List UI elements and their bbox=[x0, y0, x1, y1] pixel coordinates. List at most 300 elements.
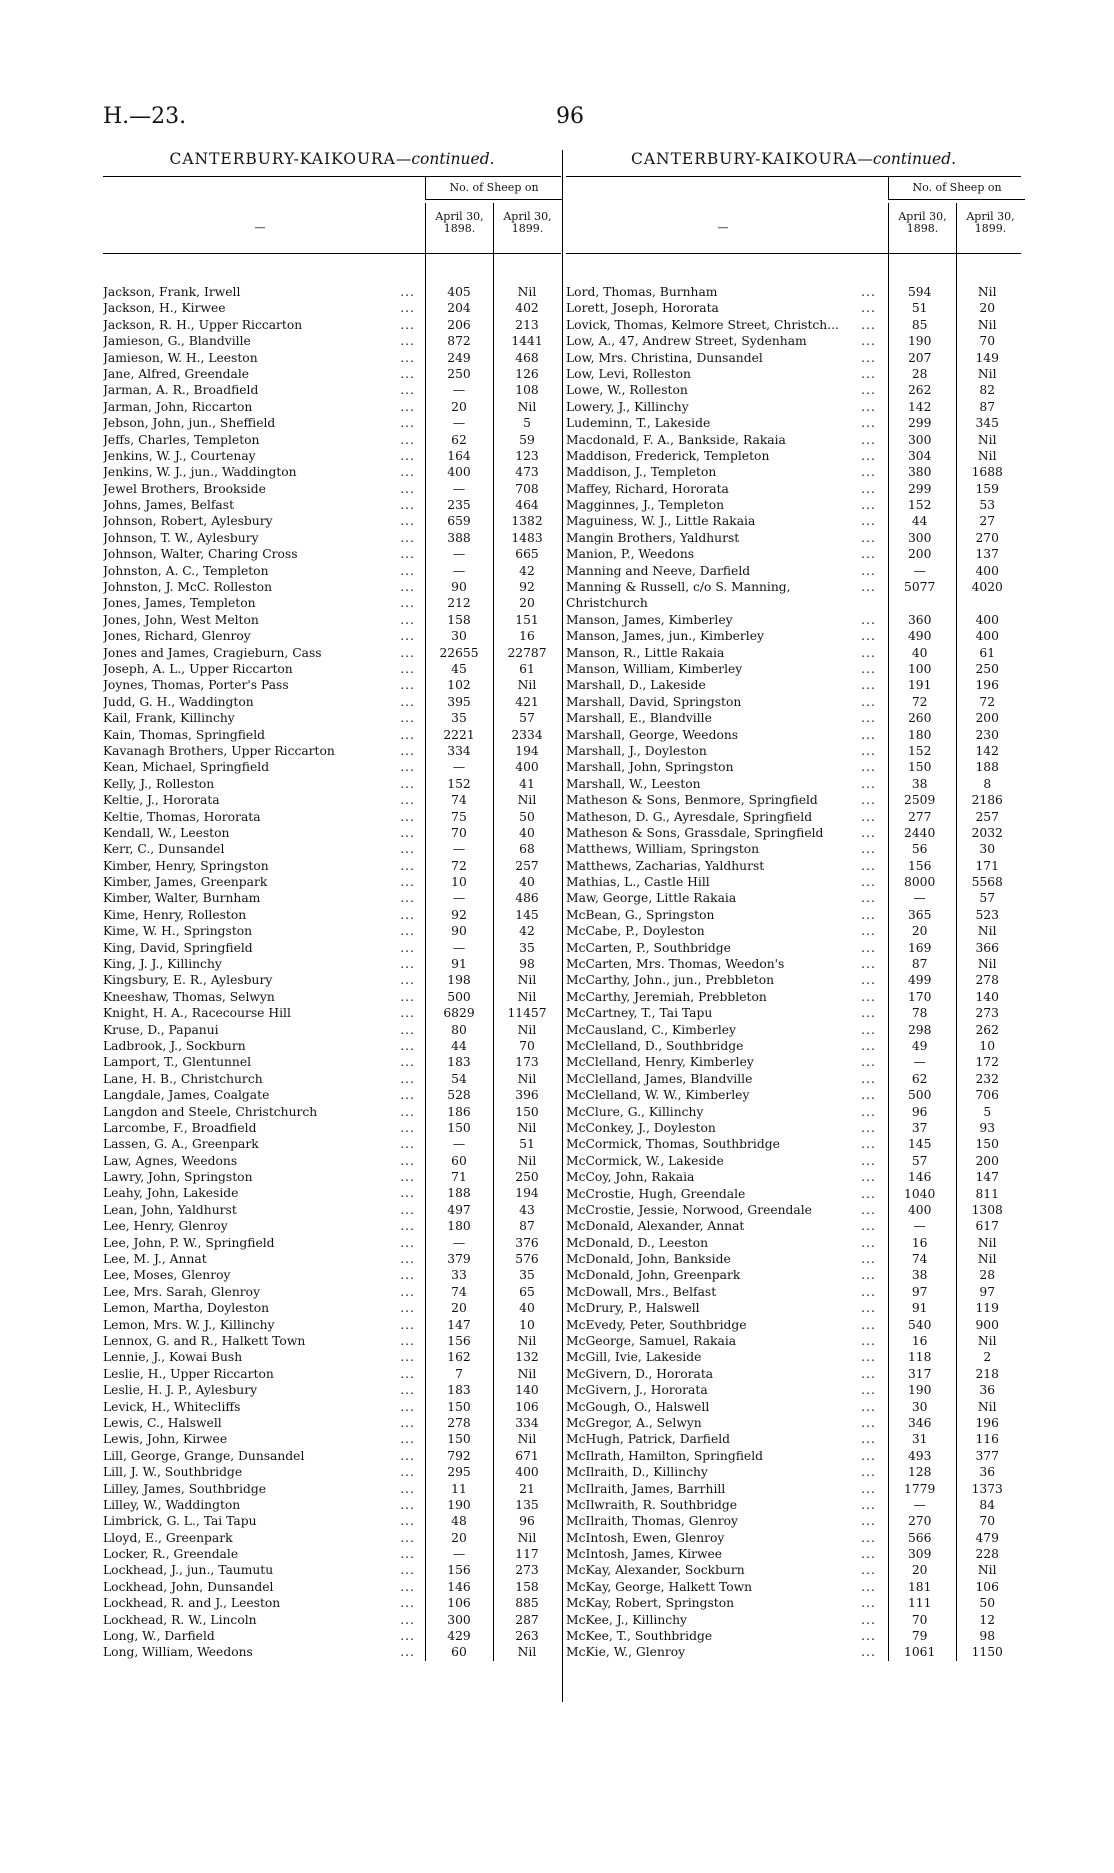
sheep-1899-cell: 57 bbox=[979, 891, 996, 906]
table-row bbox=[103, 694, 561, 710]
leader-dots: ... bbox=[861, 1497, 876, 1512]
sheep-1899-cell: Nil bbox=[517, 1071, 537, 1086]
leader-dots: ... bbox=[400, 1481, 415, 1496]
sheep-1899-cell: 464 bbox=[515, 498, 539, 513]
owner-name-cell bbox=[103, 1513, 417, 1529]
right-date-1898-header: April 30, 1898. bbox=[888, 203, 956, 253]
sheep-1898-cell: 212 bbox=[447, 596, 471, 611]
owner-name-cell bbox=[103, 1104, 417, 1120]
owner-name-cell bbox=[103, 1054, 417, 1070]
sheep-1899-cell: 97 bbox=[979, 1284, 996, 1299]
sheep-1898-cell: 260 bbox=[907, 711, 932, 726]
sheep-1899-cell: 232 bbox=[975, 1071, 999, 1086]
owner-name-cell bbox=[103, 923, 417, 939]
sheep-1898-cell: 191 bbox=[907, 678, 932, 693]
leader-dots: ... bbox=[400, 1071, 415, 1086]
leader-dots: ... bbox=[861, 1055, 876, 1070]
owner-name-cell bbox=[566, 546, 878, 562]
leader-dots: ... bbox=[400, 301, 415, 316]
leader-dots: ... bbox=[400, 317, 415, 332]
sheep-1899-cell: 400 bbox=[975, 612, 999, 627]
table-row bbox=[103, 1333, 561, 1349]
owner-name: Kimber, James, Greenpark bbox=[103, 875, 270, 889]
sheep-1898-cell: 22655 bbox=[439, 645, 479, 660]
owner-name-cell bbox=[566, 1399, 878, 1415]
sheep-1899-cell: Nil bbox=[977, 448, 997, 463]
owner-name-cell bbox=[566, 1317, 878, 1333]
leader-dots: ... bbox=[400, 1104, 415, 1119]
table-row bbox=[566, 989, 1021, 1005]
leader-dots: ... bbox=[861, 563, 876, 578]
owner-name: McKay, Alexander, Sockburn bbox=[566, 1563, 748, 1577]
leader-dots: ... bbox=[861, 334, 876, 349]
sheep-1899-cell: 1441 bbox=[511, 334, 543, 349]
table-row bbox=[566, 415, 1021, 431]
leader-dots: ... bbox=[861, 1235, 876, 1250]
owner-name: McIlraith, Thomas, Glenroy bbox=[566, 1514, 741, 1528]
owner-name-cell bbox=[566, 628, 878, 644]
sheep-1898-cell: 334 bbox=[447, 743, 471, 758]
owner-name: Maguiness, W. J., Little Rakaia bbox=[566, 514, 758, 528]
owner-name: Manion, P., Weedons bbox=[566, 547, 697, 561]
leader-dots: ... bbox=[400, 776, 415, 791]
table-row bbox=[103, 1513, 561, 1529]
sheep-1899-cell: 287 bbox=[515, 1612, 539, 1627]
sheep-1898-cell: 528 bbox=[447, 1088, 471, 1103]
owner-name-cell bbox=[566, 1382, 878, 1398]
table-row bbox=[103, 317, 561, 333]
owner-name: Jewel Brothers, Brookside bbox=[103, 482, 269, 496]
owner-name-cell bbox=[103, 1366, 417, 1382]
table-row bbox=[566, 1349, 1021, 1365]
table-row bbox=[103, 415, 561, 431]
sheep-1899-cell: 145 bbox=[515, 907, 539, 922]
sheep-1898-cell: 566 bbox=[907, 1530, 932, 1545]
leader-dots: ... bbox=[861, 1088, 876, 1103]
leader-dots: ... bbox=[400, 940, 415, 955]
owner-name: Lewis, C., Halswell bbox=[103, 1416, 225, 1430]
table-row bbox=[566, 1415, 1021, 1431]
sheep-1899-cell: 21 bbox=[519, 1481, 535, 1496]
leader-dots: ... bbox=[400, 498, 415, 513]
owner-name-cell bbox=[103, 710, 417, 726]
owner-name: Lord, Thomas, Burnham bbox=[566, 285, 720, 299]
table-row bbox=[103, 890, 561, 906]
leader-dots: ... bbox=[861, 1252, 876, 1267]
sheep-1898-cell: 150 bbox=[447, 1120, 471, 1135]
owner-name: Kingsbury, E. R., Aylesbury bbox=[103, 973, 275, 987]
sheep-1898-cell: 146 bbox=[907, 1170, 932, 1185]
sheep-1899-cell: 1483 bbox=[511, 530, 543, 545]
table-row bbox=[566, 841, 1021, 857]
owner-name: Kendall, W., Leeston bbox=[103, 826, 232, 840]
sheep-1898-cell: 2440 bbox=[904, 825, 936, 840]
leader-dots: ... bbox=[861, 1547, 876, 1562]
owner-name-cell bbox=[103, 1481, 417, 1497]
sheep-1899-cell: 50 bbox=[519, 809, 535, 824]
owner-name: Marshall, George, Weedons bbox=[566, 728, 741, 742]
owner-name: McCarten, P., Southbridge bbox=[566, 941, 734, 955]
table-row bbox=[103, 1628, 561, 1644]
leader-dots: ... bbox=[400, 825, 415, 840]
leader-dots: ... bbox=[400, 366, 415, 381]
sheep-1898-cell: 70 bbox=[911, 1612, 928, 1627]
leader-dots: ... bbox=[400, 481, 415, 496]
sheep-1898-cell: 183 bbox=[447, 1055, 471, 1070]
owner-name: Lilley, W., Waddington bbox=[103, 1498, 243, 1512]
leader-dots: ... bbox=[861, 383, 876, 398]
table-row bbox=[566, 1235, 1021, 1251]
owner-name: Low, A., 47, Andrew Street, Sydenham bbox=[566, 334, 810, 348]
owner-name: McConkey, J., Doyleston bbox=[566, 1121, 719, 1135]
leader-dots: ... bbox=[400, 612, 415, 627]
table-row bbox=[566, 1071, 1021, 1087]
owner-name-cell bbox=[566, 350, 878, 366]
sheep-1899-cell: 106 bbox=[515, 1399, 539, 1414]
sheep-1898-cell: 10 bbox=[451, 875, 467, 890]
right-title-suffix: —continued. bbox=[857, 150, 957, 168]
sheep-1898-cell: 38 bbox=[911, 1268, 928, 1283]
owner-name-cell bbox=[566, 481, 878, 497]
sheep-1899-cell: 61 bbox=[519, 661, 535, 676]
sheep-1899-cell: 40 bbox=[519, 875, 535, 890]
sheep-1899-cell: 42 bbox=[519, 924, 535, 939]
owner-name: Lean, John, Yaldhurst bbox=[103, 1203, 240, 1217]
table-row bbox=[566, 792, 1021, 808]
sheep-1898-cell: 38 bbox=[911, 776, 928, 791]
leader-dots: ... bbox=[861, 530, 876, 545]
sheep-1898-cell: 37 bbox=[911, 1120, 928, 1135]
sheep-1898-cell: 102 bbox=[447, 678, 471, 693]
sheep-1898-cell: 405 bbox=[447, 285, 471, 299]
owner-name-cell bbox=[103, 415, 417, 431]
owner-name: McDonald, Alexander, Annat bbox=[566, 1219, 747, 1233]
table-row bbox=[103, 448, 561, 464]
owner-name-cell bbox=[103, 1562, 417, 1578]
owner-name: Macdonald, F. A., Bankside, Rakaia bbox=[566, 433, 789, 447]
sheep-1899-cell: 70 bbox=[979, 1514, 996, 1529]
owner-name: Manson, R., Little Rakaia bbox=[566, 646, 727, 660]
sheep-1898-cell: 365 bbox=[907, 907, 932, 922]
sheep-1899-cell: 376 bbox=[515, 1235, 539, 1250]
table-row bbox=[103, 874, 561, 890]
table-row bbox=[566, 645, 1021, 661]
owner-name: Lemon, Mrs. W. J., Killinchy bbox=[103, 1318, 277, 1332]
table-row bbox=[103, 300, 561, 316]
owner-name-cell bbox=[566, 415, 878, 431]
owner-name-cell bbox=[103, 907, 417, 923]
leader-dots: ... bbox=[861, 1022, 876, 1037]
sheep-1899-cell: 35 bbox=[519, 940, 535, 955]
sheep-1898-cell: 74 bbox=[451, 1284, 467, 1299]
owner-name: McGough, O., Halswell bbox=[566, 1400, 712, 1414]
sheep-1899-cell: 278 bbox=[975, 973, 999, 988]
leader-dots: ... bbox=[861, 973, 876, 988]
table-row bbox=[566, 1579, 1021, 1595]
table-row bbox=[566, 563, 1021, 579]
leader-dots: ... bbox=[861, 1514, 876, 1529]
owner-name: Knight, H. A., Racecourse Hill bbox=[103, 1006, 294, 1020]
table-row bbox=[566, 890, 1021, 906]
owner-name: Ladbrook, J., Sockburn bbox=[103, 1039, 249, 1053]
owner-name: McClelland, Henry, Kimberley bbox=[566, 1055, 757, 1069]
sheep-1898-cell: 150 bbox=[447, 1432, 471, 1447]
owner-name-cell bbox=[566, 1530, 878, 1546]
owner-name-cell bbox=[103, 300, 417, 316]
owner-name: Keltie, J., Hororata bbox=[103, 793, 223, 807]
sheep-1898-cell: 158 bbox=[447, 612, 471, 627]
sheep-1898-cell: 74 bbox=[911, 1252, 928, 1267]
sheep-1899-cell: 41 bbox=[519, 776, 535, 791]
sheep-1899-cell: Nil bbox=[517, 1432, 537, 1447]
table-row bbox=[566, 1546, 1021, 1562]
table-row bbox=[103, 1595, 561, 1611]
table-row bbox=[566, 1382, 1021, 1398]
table-row bbox=[103, 563, 561, 579]
sheep-1898-cell: 304 bbox=[907, 448, 932, 463]
table-row bbox=[566, 1087, 1021, 1103]
sheep-1899-cell: 900 bbox=[975, 1317, 999, 1332]
leader-dots: ... bbox=[400, 1219, 415, 1234]
owner-name-cell bbox=[566, 989, 878, 1005]
leader-dots: ... bbox=[400, 1514, 415, 1529]
owner-name: Lee, Mrs. Sarah, Glenroy bbox=[103, 1285, 263, 1299]
leader-dots: ... bbox=[400, 432, 415, 447]
sheep-1898-cell: 146 bbox=[447, 1579, 471, 1594]
sheep-1899-cell: 10 bbox=[979, 1038, 996, 1053]
sheep-1898-cell: 20 bbox=[451, 1530, 467, 1545]
sheep-1898-cell: 156 bbox=[447, 1563, 471, 1578]
table-row bbox=[103, 1022, 561, 1038]
owner-name: Leslie, H., Upper Riccarton bbox=[103, 1367, 277, 1381]
leader-dots: ... bbox=[400, 1563, 415, 1578]
sheep-1898-cell: 152 bbox=[447, 776, 471, 791]
table-row bbox=[103, 809, 561, 825]
sheep-1899-cell: 200 bbox=[975, 711, 999, 726]
leader-dots: ... bbox=[400, 1334, 415, 1348]
owner-name-cell bbox=[566, 776, 878, 792]
owner-name: Maddison, J., Templeton bbox=[566, 465, 719, 479]
table-row bbox=[566, 1562, 1021, 1578]
leader-dots: ... bbox=[861, 1629, 876, 1644]
table-row bbox=[103, 628, 561, 644]
sheep-1898-cell: 300 bbox=[447, 1612, 471, 1627]
owner-name: Jarman, John, Riccarton bbox=[103, 400, 255, 414]
owner-name: Lane, H. B., Christchurch bbox=[103, 1072, 266, 1086]
sheep-1899-cell: 468 bbox=[515, 350, 539, 365]
table-row bbox=[566, 1481, 1021, 1497]
sheep-1899-cell: 523 bbox=[975, 907, 999, 922]
owner-name: Larcombe, F., Broadfield bbox=[103, 1121, 259, 1135]
table-row bbox=[103, 858, 561, 874]
sheep-1899-cell: Nil bbox=[977, 1252, 997, 1267]
sheep-1899-cell: 93 bbox=[979, 1120, 996, 1135]
leader-dots: ... bbox=[400, 809, 415, 824]
table-row bbox=[103, 776, 561, 792]
sheep-1899-cell: Nil bbox=[977, 285, 997, 299]
owner-name-cell bbox=[103, 1579, 417, 1595]
sheep-1898-cell: 56 bbox=[911, 842, 928, 857]
sheep-1899-cell: Nil bbox=[977, 317, 997, 332]
sheep-1898-cell: 300 bbox=[907, 530, 932, 545]
sheep-1899-cell: 1308 bbox=[971, 1202, 1003, 1217]
sheep-1898-cell: 72 bbox=[451, 858, 467, 873]
leader-dots: ... bbox=[861, 1432, 876, 1447]
owner-name: Matheson & Sons, Benmore, Springfield bbox=[566, 793, 821, 807]
sheep-1898-cell: 190 bbox=[907, 1383, 932, 1398]
leader-dots: ... bbox=[861, 1448, 876, 1463]
table-row bbox=[566, 874, 1021, 890]
owner-name: Law, Agnes, Weedons bbox=[103, 1154, 240, 1168]
table-row bbox=[566, 694, 1021, 710]
owner-name: Leahy, John, Lakeside bbox=[103, 1186, 241, 1200]
owner-name-cell bbox=[103, 1382, 417, 1398]
sheep-1898-cell: 295 bbox=[447, 1465, 471, 1480]
owner-name-cell bbox=[103, 382, 417, 398]
table-row bbox=[566, 1284, 1021, 1300]
table-row bbox=[103, 956, 561, 972]
left-date-1898-header: April 30, 1898. bbox=[425, 203, 493, 253]
sheep-1898-cell: 235 bbox=[447, 498, 471, 513]
table-row bbox=[103, 1267, 561, 1283]
table-row bbox=[103, 989, 561, 1005]
owner-name-cell bbox=[103, 350, 417, 366]
table-row bbox=[103, 1612, 561, 1628]
table-row bbox=[566, 1464, 1021, 1480]
sheep-1899-cell: Nil bbox=[517, 793, 537, 808]
sheep-1899-cell: Nil bbox=[977, 1563, 997, 1578]
sheep-1899-cell: 22787 bbox=[507, 645, 547, 660]
table-row bbox=[103, 1054, 561, 1070]
table-row bbox=[566, 1530, 1021, 1546]
leader-dots: ... bbox=[400, 743, 415, 758]
leader-dots: ... bbox=[861, 645, 876, 660]
leader-dots: ... bbox=[400, 661, 415, 676]
leader-dots: ... bbox=[400, 563, 415, 578]
sheep-1899-cell: Nil bbox=[517, 1120, 537, 1135]
leader-dots: ... bbox=[400, 760, 415, 775]
sheep-1898-cell: — bbox=[452, 760, 466, 775]
owner-name-cell bbox=[566, 1579, 878, 1595]
leader-dots: ... bbox=[400, 1612, 415, 1627]
owner-name: Levick, H., Whitecliffs bbox=[103, 1400, 243, 1414]
owner-name-cell bbox=[566, 382, 878, 398]
sheep-1899-cell: 116 bbox=[975, 1432, 999, 1447]
sheep-1898-cell: 204 bbox=[447, 301, 471, 316]
owner-name-cell bbox=[103, 841, 417, 857]
owner-name-cell bbox=[103, 497, 417, 513]
owner-name: Jones and James, Cragieburn, Cass bbox=[103, 646, 325, 660]
sheep-1898-cell: 128 bbox=[907, 1465, 932, 1480]
owner-name-cell bbox=[103, 809, 417, 825]
leader-dots: ... bbox=[400, 1579, 415, 1594]
table-row bbox=[566, 809, 1021, 825]
leader-dots: ... bbox=[400, 1186, 415, 1201]
table-row bbox=[566, 448, 1021, 464]
owner-name-cell bbox=[103, 1185, 417, 1201]
sheep-1899-cell: 171 bbox=[975, 858, 999, 873]
table-row bbox=[566, 759, 1021, 775]
sheep-1898-cell: 180 bbox=[907, 727, 932, 742]
sheep-1898-cell: — bbox=[913, 1055, 926, 1070]
owner-name: McDonald, John, Bankside bbox=[566, 1252, 734, 1266]
owner-name: Long, W., Darfield bbox=[103, 1629, 218, 1643]
sheep-1899-cell: 377 bbox=[975, 1448, 999, 1463]
table-row bbox=[103, 1005, 561, 1021]
owner-name: Magginnes, J., Templeton bbox=[566, 498, 727, 512]
owner-name-cell bbox=[566, 1513, 878, 1529]
owner-name-cell bbox=[103, 858, 417, 874]
owner-name-cell bbox=[566, 841, 878, 857]
table-row bbox=[566, 612, 1021, 628]
leader-dots: ... bbox=[400, 1006, 415, 1021]
sheep-1899-cell: 92 bbox=[519, 580, 535, 595]
leader-dots: ... bbox=[400, 530, 415, 545]
table-row bbox=[566, 972, 1021, 988]
owner-name: McKay, Robert, Springston bbox=[566, 1596, 737, 1610]
owner-name-cell bbox=[566, 448, 878, 464]
owner-name: Lovick, Thomas, Kelmore Street, Christch... bbox=[566, 318, 842, 332]
right-column bbox=[566, 150, 1021, 1661]
leader-dots: ... bbox=[400, 1301, 415, 1316]
owner-name: Jamieson, W. H., Leeston bbox=[103, 351, 261, 365]
table-row bbox=[566, 1317, 1021, 1333]
owner-name: Lorett, Joseph, Hororata bbox=[566, 301, 722, 315]
leader-dots: ... bbox=[861, 1268, 876, 1283]
sheep-1898-cell: 87 bbox=[911, 957, 928, 972]
owner-name: McBean, G., Springston bbox=[566, 908, 717, 922]
sheep-1898-cell: — bbox=[452, 1137, 466, 1152]
owner-name-cell bbox=[103, 1005, 417, 1021]
table-row bbox=[103, 710, 561, 726]
leader-dots: ... bbox=[861, 465, 876, 480]
left-date-1899-header: April 30, 1899. bbox=[493, 203, 561, 253]
table-row bbox=[566, 284, 1021, 300]
leader-dots: ... bbox=[861, 399, 876, 414]
owner-name: McCabe, P., Doyleston bbox=[566, 924, 708, 938]
owner-name-cell bbox=[103, 661, 417, 677]
sheep-1898-cell: 78 bbox=[911, 1006, 928, 1021]
owner-name: McDowall, Mrs., Belfast bbox=[566, 1285, 719, 1299]
owner-name-cell bbox=[103, 1431, 417, 1447]
owner-name: Kelly, J., Rolleston bbox=[103, 777, 217, 791]
left-sheep-header: No. of Sheep on bbox=[425, 177, 562, 200]
sheep-1899-cell: 108 bbox=[515, 383, 539, 398]
sheep-1899-cell: 2186 bbox=[971, 793, 1003, 808]
owner-name-cell bbox=[103, 1251, 417, 1267]
owner-name-cell bbox=[566, 1005, 878, 1021]
owner-name-cell bbox=[103, 940, 417, 956]
sheep-1898-cell: 309 bbox=[907, 1547, 932, 1562]
right-name-header: — bbox=[717, 221, 729, 234]
owner-name-cell bbox=[103, 595, 417, 611]
sheep-1899-cell: 4020 bbox=[971, 580, 1003, 595]
owner-name-cell bbox=[566, 432, 878, 448]
table-row bbox=[566, 1497, 1021, 1513]
owner-name: Lemon, Martha, Doyleston bbox=[103, 1301, 272, 1315]
owner-name-cell bbox=[566, 1644, 878, 1660]
owner-name-cell bbox=[103, 759, 417, 775]
sheep-1898-cell: — bbox=[452, 842, 466, 857]
sheep-1898-cell: — bbox=[913, 563, 926, 578]
owner-name: Jarman, A. R., Broadfield bbox=[103, 383, 261, 397]
owner-name-cell bbox=[566, 1546, 878, 1562]
sheep-1899-cell: 250 bbox=[515, 1170, 539, 1185]
sheep-1898-cell: 1040 bbox=[904, 1186, 936, 1201]
owner-name: Lassen, G. A., Greenpark bbox=[103, 1137, 262, 1151]
sheep-1898-cell: — bbox=[913, 891, 926, 906]
table-row bbox=[103, 743, 561, 759]
